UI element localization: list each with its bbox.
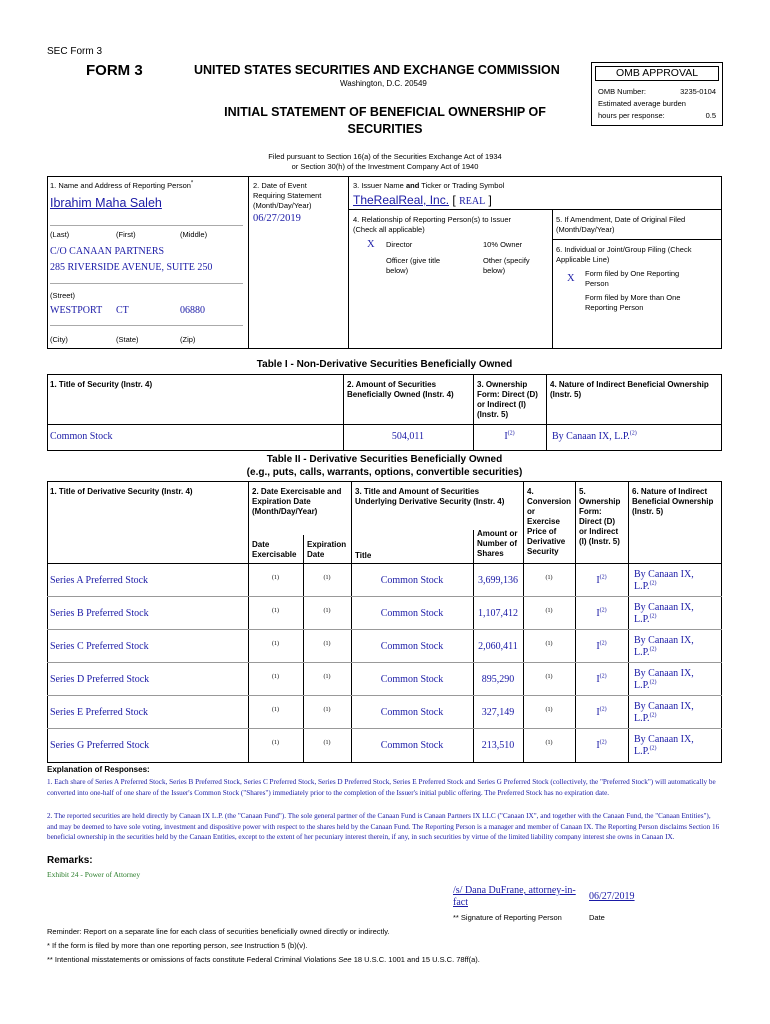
table2-row-amount: 327,149 bbox=[481, 707, 515, 718]
officer-label: Officer (give title below) bbox=[386, 256, 441, 275]
last-label: (Last) bbox=[50, 230, 70, 239]
one-person-label: Form filed by One Reporting Person bbox=[585, 269, 680, 288]
table2-header-underlying-title: Title bbox=[355, 551, 372, 560]
table2-header-conversion: 4. Conversion or Exercise Price of Derivative Security bbox=[527, 487, 572, 556]
statement-title: INITIAL STATEMENT OF BENEFICIAL OWNERSHIP OF SECURITIES bbox=[224, 105, 546, 136]
box5-label: 5. If Amendment, Date of Original Filed (Month/Day/Year) bbox=[556, 215, 686, 234]
table2-row-nature: By Canaan IX, L.P.$^{(2)}$ bbox=[634, 734, 694, 757]
table2-row-form: $I^{(2)}$ bbox=[596, 706, 607, 718]
footer-reminder: Reminder: Report on a separate line for each class of securities beneficially owned directly or indirectly. bbox=[47, 927, 390, 936]
table2-row-form: $I^{(2)}$ bbox=[596, 640, 607, 652]
table2-row-underlying-title: Common Stock bbox=[380, 575, 444, 586]
table2-row-form: $I^{(2)}$ bbox=[596, 574, 607, 586]
table1-row-amount: 504,011 bbox=[391, 431, 425, 442]
omb-number-value: 3235-0104 bbox=[680, 87, 716, 96]
omb-hours-value: 0.5 bbox=[705, 111, 716, 120]
footer-criminal: ** Intentional misstatements or omissions of facts constitute Federal Criminal Violations See 18 U.S.C. 1001 and 15 U.S.C. 78ff(a). bbox=[47, 955, 480, 964]
omb-number-label: OMB Number: bbox=[598, 87, 646, 96]
footnote-1: 1. Each share of Series A Preferred Stock, Series B Preferred Stock, Series C Preferred Stock, Series D Preferred Stock, Series E Preferred Stock and Series G Preferred Stock (collectively, the "Preferred Stock") will automatically be converted into one-half of one share of the Issuer's Common Stock ("Shares") immediately prior to the completion of the Issuer's initial public offering. The Preferred Stock has no expiration date. bbox=[47, 778, 716, 797]
city-label: (City) bbox=[50, 335, 68, 344]
table2-row-expiration: (1) bbox=[323, 641, 331, 647]
table2-header-nature: 6. Nature of Indirect Beneficial Ownership (Instr. 5) bbox=[632, 487, 714, 516]
form-title: FORM 3 bbox=[86, 62, 143, 79]
table1-row-title: Common Stock bbox=[50, 431, 113, 442]
table2-row-title: Series D Preferred Stock bbox=[50, 674, 150, 685]
table1-header-title: 1. Title of Security (Instr. 4) bbox=[50, 380, 153, 389]
omb-title: OMB APPROVAL bbox=[595, 66, 719, 81]
table2-row-amount: 213,510 bbox=[481, 740, 515, 751]
signature-date: 06/27/2019 bbox=[589, 891, 635, 902]
table2-header-underlying: 3. Title and Amount of Securities Underlying Derivative Security (Instr. 4) bbox=[355, 487, 505, 506]
footer-instruction: * If the form is filed by more than one reporting person, see Instruction 5 (b)(v). bbox=[47, 941, 308, 950]
table2-row-amount: 3,699,136 bbox=[478, 575, 518, 586]
table2-row-amount: 2,060,411 bbox=[478, 641, 518, 652]
table2-header-date-exercisable: Date Exercisable bbox=[252, 540, 297, 559]
table2-row-exercisable: (1) bbox=[272, 641, 279, 647]
signature-label: ** Signature of Reporting Person bbox=[453, 913, 562, 922]
table2-row-form: $I^{(2)}$ bbox=[596, 739, 607, 751]
table1-title: Table I - Non-Derivative Securities Beneficially Owned bbox=[256, 359, 513, 370]
table2-row-price: (1) bbox=[545, 575, 553, 581]
zip-label: (Zip) bbox=[180, 335, 196, 344]
table2-row-expiration: (1) bbox=[323, 608, 331, 614]
table2-row-title: Series G Preferred Stock bbox=[50, 740, 150, 751]
sec-form-label: SEC Form 3 bbox=[47, 46, 103, 57]
table2-header-ownership: 5. Ownership Form: Direct (D) or Indirect (I) (Instr. 5) bbox=[579, 487, 621, 546]
table2-row-divider bbox=[47, 695, 722, 696]
table2-row-price: (1) bbox=[545, 707, 553, 713]
table2-row-form: $I^{(2)}$ bbox=[596, 607, 607, 619]
table2-row-divider bbox=[47, 596, 722, 597]
table2-row-divider bbox=[47, 662, 722, 663]
street-label: (Street) bbox=[50, 291, 76, 300]
date-label: Date bbox=[589, 913, 605, 922]
one-person-checkbox[interactable]: X bbox=[567, 273, 575, 284]
table2-row-title: Series A Preferred Stock bbox=[50, 575, 149, 586]
first-label: (First) bbox=[116, 230, 136, 239]
table2-row-exercisable: (1) bbox=[272, 608, 279, 614]
middle-label: (Middle) bbox=[180, 230, 208, 239]
table2-header-amount: Amount or Number of Shares bbox=[477, 529, 518, 558]
table2-row-underlying-title: Common Stock bbox=[380, 740, 444, 751]
table2-row-underlying-title: Common Stock bbox=[380, 641, 444, 652]
table2-row-form: $I^{(2)}$ bbox=[596, 673, 607, 685]
omb-burden-label: Estimated average burden bbox=[598, 99, 686, 108]
table2-row-expiration: (1) bbox=[323, 707, 331, 713]
table1-header-amount: 2. Amount of Securities Beneficially Owned (Instr. 4) bbox=[347, 380, 454, 399]
filed-pursuant: Filed pursuant to Section 16(a) of the Securities Exchange Act of 1934 or Section 30(h) of the Investment Company Act of 1940 bbox=[268, 152, 502, 171]
table1-row-nature: By Canaan IX, L.P.$^{(2)}$ bbox=[552, 430, 637, 442]
signature[interactable]: /s/ Dana DuFrane, attorney-in- fact bbox=[453, 885, 576, 908]
ten-percent-owner-label: 10% Owner bbox=[483, 240, 523, 249]
omb-approval-box bbox=[591, 62, 723, 126]
table2-row-expiration: (1) bbox=[323, 740, 331, 746]
table2-row-underlying-title: Common Stock bbox=[380, 707, 444, 718]
table2-row-title: Series B Preferred Stock bbox=[50, 608, 149, 619]
table2-header-title: 1. Title of Derivative Security (Instr. 4) bbox=[50, 487, 193, 496]
other-label: Other (specify below) bbox=[483, 256, 530, 275]
zip-value: 06880 bbox=[180, 305, 205, 316]
table2-row-nature: By Canaan IX, L.P.$^{(2)}$ bbox=[634, 602, 694, 625]
remarks-text: Exhibit 24 - Power of Attorney bbox=[47, 870, 141, 879]
issuer-name-link[interactable]: TheRealReal, Inc. bbox=[353, 193, 450, 207]
table2-row-nature: By Canaan IX, L.P.$^{(2)}$ bbox=[634, 668, 694, 691]
explanation-title: Explanation of Responses: bbox=[47, 765, 150, 774]
state-value: CT bbox=[116, 305, 129, 316]
table2-row-underlying-title: Common Stock bbox=[380, 674, 444, 685]
table2-row-title: Series E Preferred Stock bbox=[50, 707, 149, 718]
table2-row-price: (1) bbox=[545, 674, 553, 680]
table1-row-form: $I^{(2)}$ bbox=[504, 430, 515, 442]
issuer-line: TheRealReal, Inc. [ REAL ] bbox=[353, 193, 492, 207]
director-checkbox[interactable]: X bbox=[367, 239, 375, 250]
table2-row-price: (1) bbox=[545, 641, 553, 647]
table2-row-exercisable: (1) bbox=[272, 740, 279, 746]
more-than-one-label: Form filed by More than One Reporting Person bbox=[585, 293, 681, 312]
table2-row-amount: 1,107,412 bbox=[478, 608, 518, 619]
table2-header-expiration: Expiration Date bbox=[307, 540, 347, 559]
box4-label: 4. Relationship of Reporting Person(s) to Issuer (Check all applicable) bbox=[353, 215, 511, 234]
table2-row-expiration: (1) bbox=[323, 575, 331, 581]
box3-label: 3. Issuer Name and Ticker or Trading Symbol bbox=[353, 181, 505, 190]
table2-title: Table II - Derivative Securities Beneficially Owned (e.g., puts, calls, warrants, options, convertible securities) bbox=[246, 454, 523, 478]
table2-row-price: (1) bbox=[545, 608, 553, 614]
box2-label: 2. Date of Event Requiring Statement (Month/Day/Year) bbox=[253, 181, 322, 210]
table2-row-expiration: (1) bbox=[323, 674, 331, 680]
table1-header-ownership: 3. Ownership Form: Direct (D) or Indirect (I) (Instr. 5) bbox=[477, 380, 538, 419]
table2-row-amount: 895,290 bbox=[481, 674, 515, 685]
table2-row-nature: By Canaan IX, L.P.$^{(2)}$ bbox=[634, 635, 694, 658]
table2-row-exercisable: (1) bbox=[272, 674, 279, 680]
table2-row-title: Series C Preferred Stock bbox=[50, 641, 149, 652]
address-line2: 285 RIVERSIDE AVENUE, SUITE 250 bbox=[50, 262, 213, 273]
address-line1: C/O CANAAN PARTNERS bbox=[50, 246, 165, 257]
reporting-person-name[interactable]: Ibrahim Maha Saleh bbox=[50, 196, 162, 210]
ticker-symbol: REAL bbox=[459, 196, 486, 207]
state-label: (State) bbox=[116, 335, 139, 344]
box1-label: 1. Name and Address of Reporting Person* bbox=[50, 180, 194, 190]
event-date: 06/27/2019 bbox=[253, 213, 301, 224]
box6-label: 6. Individual or Joint/Group Filing (Check Applicable Line) bbox=[556, 245, 692, 264]
table2-row-divider bbox=[47, 728, 722, 729]
table2-row-price: (1) bbox=[545, 740, 553, 746]
city-value: WESTPORT bbox=[50, 305, 103, 316]
omb-hours-label: hours per response: bbox=[598, 111, 665, 120]
director-label: Director bbox=[386, 240, 413, 249]
table2-row-nature: By Canaan IX, L.P.$^{(2)}$ bbox=[634, 569, 694, 592]
table1-header-nature: 4. Nature of Indirect Beneficial Ownership (Instr. 5) bbox=[550, 380, 709, 399]
footnote-2: 2. The reported securities are held directly by Canaan IX L.P. (the "Canaan Fund"). The sole general partner of the Canaan Fund is Canaan Partners IX LLC ("Canaan IX", and together with the Canaan Fund, the "Canaan Entities"), and may be deemed to have sole voting, investment and dispositive power with respect to the shares held by the Canaan Fund. The Reporting Person is a manager and member of Canaan IX. The Reporting Person disclaims Section 16 beneficial ownership in the securities held by the Canaan Entities, except to the extent of her pecuniary interest therein, if any, in such securities by virtue of the limited liability company interest she owns in Canaan IX. bbox=[47, 812, 720, 841]
table2-row-exercisable: (1) bbox=[272, 707, 279, 713]
remarks-title: Remarks: bbox=[47, 855, 93, 866]
table2-row-divider bbox=[47, 629, 722, 630]
table2-row-underlying-title: Common Stock bbox=[380, 608, 444, 619]
agency-location: Washington, D.C. 20549 bbox=[340, 79, 427, 88]
table2-row-exercisable: (1) bbox=[272, 575, 279, 581]
table2-header-dates: 2. Date Exercisable and Expiration Date (Month/Day/Year) bbox=[252, 487, 342, 516]
table2-row-nature: By Canaan IX, L.P.$^{(2)}$ bbox=[634, 701, 694, 724]
agency-name: UNITED STATES SECURITIES AND EXCHANGE COMMISSION bbox=[194, 63, 560, 77]
